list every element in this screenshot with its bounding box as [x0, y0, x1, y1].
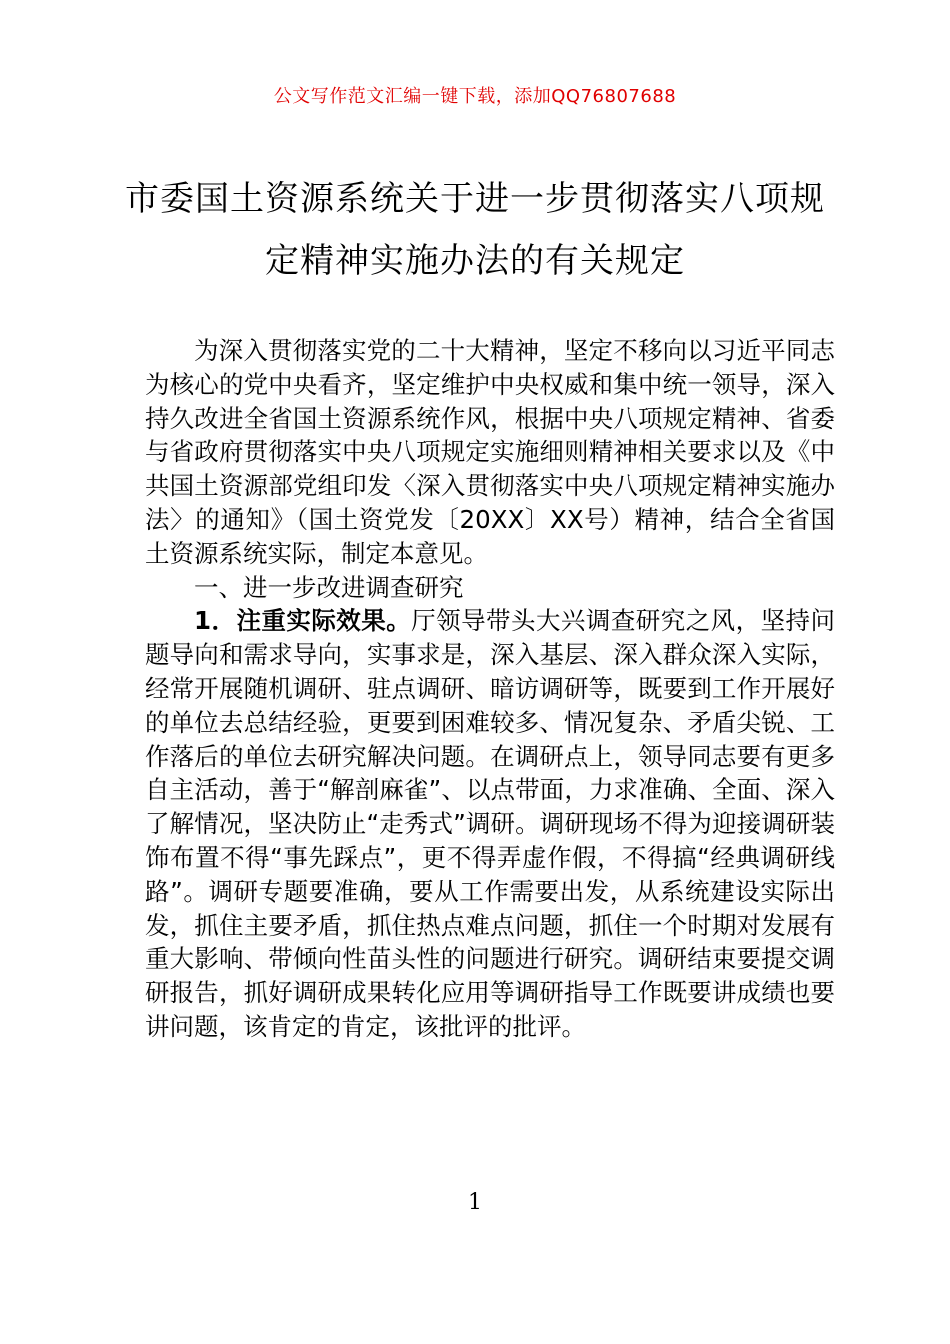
item-body: 厅领导带头大兴调查研究之风，坚持问题导向和需求导向，实事求是，深入基层、深入群众深入实际，经常开展随机调研、驻点调研、暗访调研等，既要到工作开展好的单位去总结经验，更要到困难较多、情况复杂、矛盾尖锐、工作落后的单位去研究解决问题。在调研点上，领导同志要有更多自主活动，善于“解剖麻雀”、以点带面，力求准确、全面、深入了解情况，坚决防止“走秀式”调研。调研现场不得为迎接调研装饰布置不得“事先踩点”，更不得弄虚作假，不得搞“经典调研线路”。调研专题要准确，要从工作需要出发，从系统建设实际出发，抓住主要矛盾，抓住热点难点问题，抓住一个时期对发展有重大影响、带倾向性苗头性的问题进行研究。调研结束要提交调研报告，抓好调研成果转化应用等调研指导工作既要讲成绩也要讲问题，该肯定的肯定，该批评的批评。: [145, 606, 836, 1041]
section-heading: 一、进一步改进调查研究: [194, 572, 464, 602]
item-paragraph: [145, 604, 835, 1043]
document-title: 市委国土资源系统关于进一步贯彻落实八项规定精神实施办法的有关规定: [125, 179, 825, 281]
page-number: 1: [468, 1190, 482, 1215]
intro-paragraph: 为深入贯彻落实党的二十大精神，坚定不移向以习近平同志为核心的党中央看齐，坚定维护中央权威和集中统一领导，深入持久改进全省国土资源系统作风，根据中央八项规定精神、省委与省政府贯彻落实中央八项规定实施细则精神相关要求以及《中共国土资源部党组印发〈深入贯彻落实中央八项规定精神实施办法〉的通知》（国土资党发〔20XX〕XX号）精神，结合全省国土资源系统实际，制定本意见。: [145, 336, 835, 568]
item-lead: 1．注重实际效果。: [194, 606, 412, 636]
download-promo-note: 公文写作范文汇编一键下载，添加QQ76807688: [273, 86, 677, 107]
document-body: [145, 334, 835, 1044]
